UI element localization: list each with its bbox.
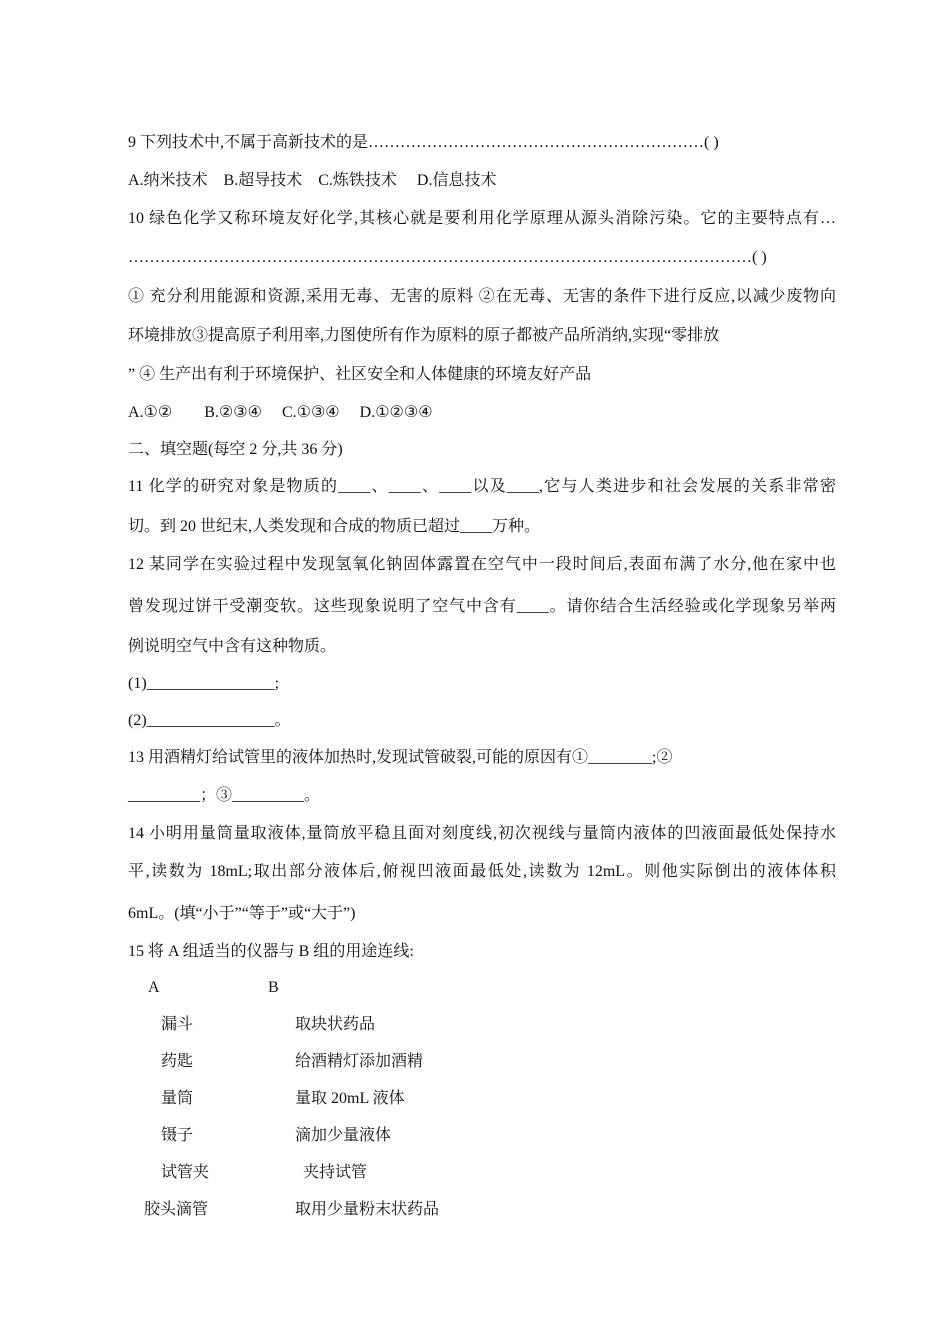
q15-group-a-item: 量筒 <box>161 1090 194 1107</box>
q12-blank1: (1)________________; <box>128 675 280 692</box>
q13-line1: 13 用酒精灯给试管里的液体加热时,发现试管破裂,可能的原因有①________;② <box>128 749 673 766</box>
q11-line2: 切。到 20 世纪末,人类发现和合成的物质已超过____万种。 <box>128 518 541 535</box>
q12-line1: 12 某同学在实验过程中发现氢氧化钠固体露置在空气中一段时间后,表面布满了水分,他在家中也 <box>128 556 836 573</box>
q15-header-b: B <box>268 979 279 996</box>
q14-line2: 平,读数为 18mL;取出部分液体后,俯视凹液面最低处,读数为 12mL。则他实际倒出的液体体积 <box>128 863 836 880</box>
q15-group-a-item: 镊子 <box>161 1127 194 1144</box>
q15-group-a-item: 试管夹 <box>161 1164 210 1181</box>
q15-group-b-item: 滴加少量液体 <box>295 1127 392 1144</box>
q12-blank2: (2)________________。 <box>128 712 291 729</box>
q15-group-a-item: 漏斗 <box>161 1016 194 1033</box>
q15-group-a-item: 胶头滴管 <box>144 1201 209 1218</box>
q15-group-a-item: 药匙 <box>161 1053 194 1070</box>
q12-line2: 曾发现过饼干受潮变软。这些现象说明了空气中含有____。请你结合生活经验或化学现象另举两 <box>128 598 836 615</box>
q12-line3: 例说明空气中含有这种物质。 <box>128 638 337 655</box>
q15-header-a: A <box>148 979 160 996</box>
q10-item-line1: ① 充分利用能源和资源,采用无毒、无害的原料 ②在无毒、无害的条件下进行反应,以减少废物向 <box>128 288 836 305</box>
q10-options: A.①② B.②③④ C.①③④ D.①②③④ <box>128 404 433 421</box>
q15-stem: 15 将 A 组适当的仪器与 B 组的用途连线: <box>128 943 414 960</box>
q15-group-b-item: 取块状药品 <box>295 1016 376 1033</box>
q10-item-line2: 环境排放③提高原子利用率,力图使所有作为原料的原子都被产品所消纳,实现“零排放 <box>128 327 720 344</box>
q9-stem: 9 下列技术中,不属于高新技术的是………………………………………………………( ) <box>128 134 719 151</box>
q15-group-b-item: 夹持试管 <box>303 1164 368 1181</box>
q14-line1: 14 小明用量筒量取液体,量筒放平稳且面对刻度线,初次视线与量筒内液体的凹液面最低处保持水 <box>128 825 836 842</box>
section2-heading: 二、填空题(每空 2 分,共 36 分) <box>128 441 343 458</box>
q15-group-b-item: 给酒精灯添加酒精 <box>295 1053 424 1070</box>
q10-item-line3: ” ④ 生产出有利于环境保护、社区安全和人体健康的环境友好产品 <box>128 366 592 383</box>
q9-options: A.纳米技术 B.超导技术 C.炼铁技术 D.信息技术 <box>128 172 497 189</box>
q14-line3: 6mL。(填“小于”“等于”或“大于”) <box>128 905 356 922</box>
q10-stem-line2: ………………………………………………………………………………………………………( ) <box>128 249 767 266</box>
q11-line1: 11 化学的研究对象是物质的____、____、____以及____,它与人类进步和社会发展的关系非常密 <box>128 478 836 495</box>
q15-group-b-item: 取用少量粉末状药品 <box>295 1201 440 1218</box>
q10-stem-line1: 10 绿色化学又称环境友好化学,其核心就是要利用化学原理从源头消除污染。它的主要特点有… <box>128 210 836 227</box>
q13-line2: _________；③_________。 <box>128 787 321 804</box>
q15-group-b-item: 量取 20mL 液体 <box>295 1090 405 1107</box>
